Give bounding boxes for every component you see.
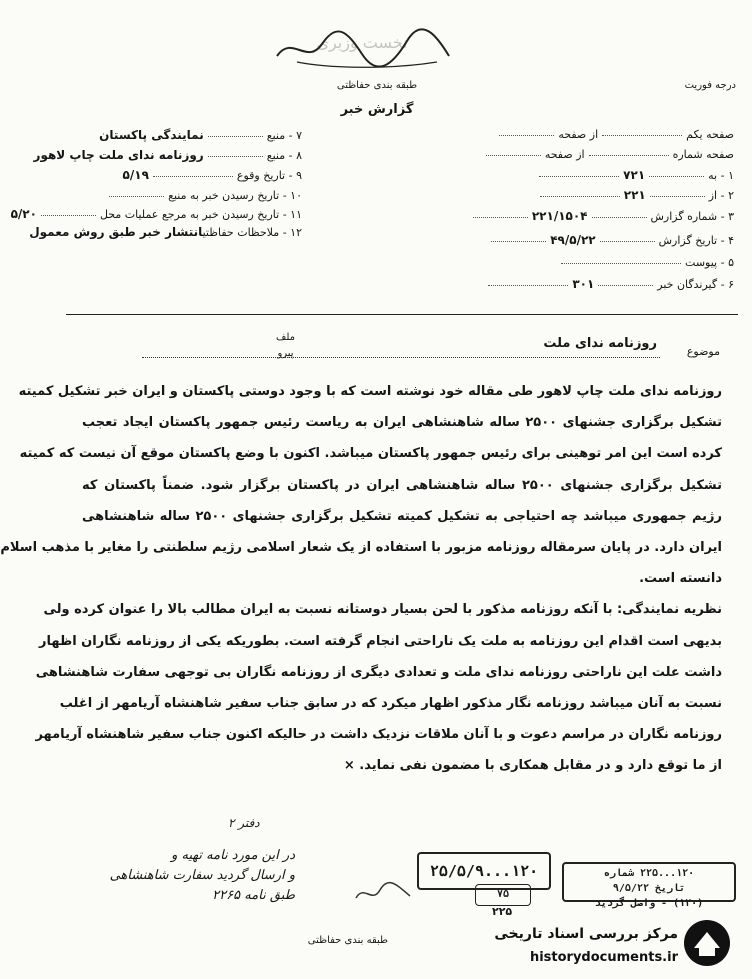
initials-scribble [352,880,414,906]
registry-stamp [562,862,736,909]
registry-stamp-line: ۱۲۰...۲۲۵ شماره [603,868,695,879]
ministry-handwritten-stamp [267,26,457,70]
body-line: روزنامه ندای ملت چاپ لاهور طی مقاله خود نوشته است که با وجود دوستی پاکستان و ایران خبر تشکیل کمیته [18,384,722,399]
registry-stamp-line: تاریخ ۹/۵/۲۲ [612,883,686,894]
watermark-url: historydocuments.ir [529,950,678,965]
header-divider [66,314,738,315]
svg-text:نخست وزیری: نخست وزیری [316,33,408,52]
meta-page-number: صفحه شمارهاز صفحه [482,148,734,162]
subject-label: موضوع [686,345,720,358]
page-number: ۲۲۵ [492,905,513,918]
meta-attachment: ۵ - پیوست [557,256,734,270]
meta-to: ۱ - به۷۲۱ [535,168,734,183]
attachment-sub-label: پیرو [277,348,294,359]
meta-received-ref-date: ۱۱ - تاریخ رسیدن خبر به مرجع عملیات محل۵/۲۰ [10,207,302,221]
body-line: تشکیل برگزاری جشنهای ۲۵۰۰ ساله شاهنشاهی ایران به ریاست رئیس جمهور پاکستان ایجاد تعجب [82,415,722,431]
meta-received-source-date: ۱۰ - تاریخ رسیدن خبر به منبع [105,188,302,203]
attachment-label: ملف [276,332,296,343]
date-stamp: ۱۲۰...۲۵/۵/۹ [417,852,551,890]
meta-source-1: ۷ - منبعنمایندگی پاکستان [99,128,302,142]
meta-recipients: ۶ - گیرندگان خبر۳۰۱ [484,277,734,292]
archive-logo-icon [682,918,732,968]
handwritten-note-line: و ارسال گردید سفارت شاهنشاهی [109,868,295,883]
subject-underline [142,357,660,358]
handwritten-signature: دفتر ۲ [228,816,260,830]
meta-occurrence-date: ۹ - تاریخ وقوع۵/۱۹ [122,168,302,182]
meta-report-date: ۴ - تاریخ گزارش۴۹/۵/۲۲ [487,233,734,248]
body-line: رژیم جمهوری میباشد چه احتیاجی به تشکیل کمیته تشکیل برگزاری جشنهای ۲۵۰۰ ساله شاهنشاهی [82,508,722,524]
body-line: تشکیل برگزاری جشنهای ۲۵۰۰ ساله شاهنشاهی ایران در پاکستان برگزار شود. ضمناً پاکستان که [82,477,722,493]
priority-label: درجه فوریت [684,80,736,91]
body-line: دانسته است. [639,571,722,587]
handwritten-notes [70,846,295,906]
body-line: ایران دارد. در پایان سرمقاله روزنامه مزبور با استفاده از یک شعار اسلامی رژیم سلطنتی را مغایر با مذهب اسلام [0,540,722,556]
meta-from: ۲ - از۲۲۱ [536,188,734,203]
body-line: بدیهی است اقدام این روزنامه به ملت یک ناراحتی انجام گرفته است. بطوریکه یکی از روزنامه نگاران اظهار [39,633,722,649]
small-number-stamp: ۷۵ [475,884,531,906]
body-line: نظریه نمایندگی: با آنکه روزنامه مذکور با لحن بسیار دوستانه نسبت به ایران مطالب بالا را عنوان کرده ولی [43,602,722,618]
body-line: روزنامه نگاران در مراسم دعوت و با آنان ملاقات نزدیک داشت در حالیکه اکنون جناب سفیر شاهنشاه آریامهر [35,727,722,743]
handwritten-note-line: در این مورد نامه تهیه و [171,848,295,863]
subject-value: روزنامه ندای ملت [543,336,657,351]
meta-source-2: ۸ - منبعروزنامه ندای ملت چاپ لاهور [33,148,302,162]
body-line: نسبت به آنان میباشد روزنامه نگار مذکور اظهار میکرد که در سابق جناب سفیر شاهنشاه آریامهر از اغلب [59,696,722,712]
classification-label-bottom: طبقه بندی حفاظتی [307,935,388,946]
registry-stamp-line: (۱۲۰) - واصل گردید [594,898,704,909]
meta-page-first: صفحه یکماز صفحه [495,128,734,142]
handwritten-note-line: طبق نامه ۲۲۶۵ [212,888,295,903]
body-line: کرده است این امر توهینی برای رئیس جمهور پاکستان میباشد. اکنون با وضع پاکستان موقع آن نیست که کمیته [19,446,722,462]
body-line: داشت علت این ناراحتی روزنامه ندای ملت و تعدادی دیگری از روزنامه نگاران بی توجهی سفارت شاهنشاهی [35,664,722,680]
classification-label-top: طبقه بندی حفاظتی [336,80,418,91]
report-title: گزارش خبر [340,102,414,117]
watermark-name: مرکز بررسی اسناد تاریخی [494,926,678,942]
meta-security-notes: ۱۲ - ملاحظات حفاظتیانتشار خبر طبق روش معمول [29,225,302,239]
body-line: از ما توقع دارد و در مقابل همکاری با مضمون نفی نماید. × [343,758,722,774]
meta-report-number: ۳ - شماره گزارش۲۲۱/۱۵۰۴ [469,209,734,224]
attachment-labels [276,330,295,362]
report-body [0,376,722,782]
